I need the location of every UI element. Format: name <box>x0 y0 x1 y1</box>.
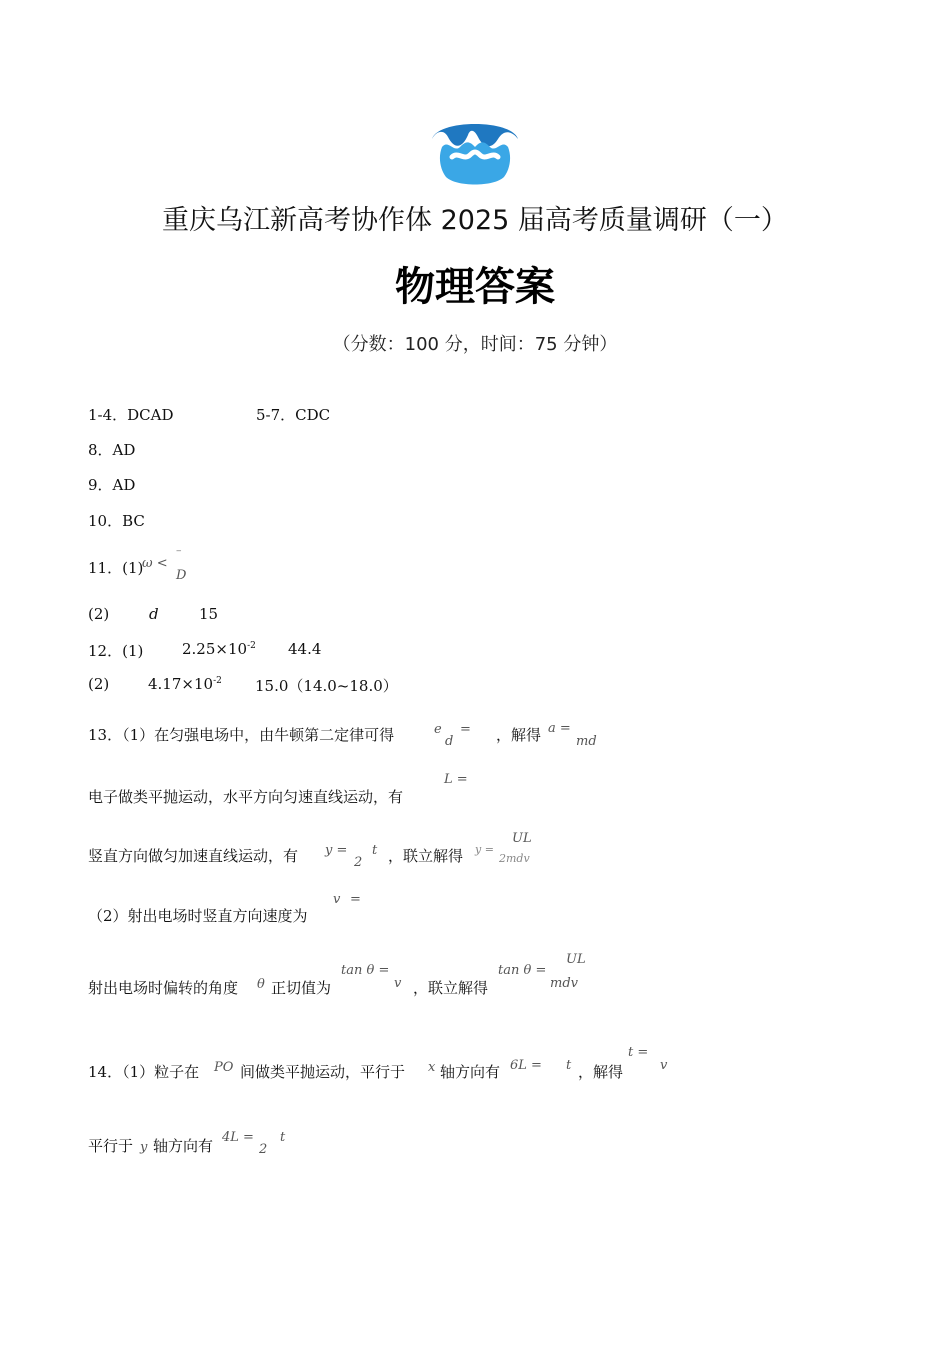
q13-line5-text-b: 正切值为 <box>271 979 332 997</box>
q14-line1-text-a: 14．（1）粒子在 <box>88 1063 200 1081</box>
q13-line1-math-d: d <box>445 734 454 749</box>
answer-11-2-b: 15 <box>199 605 219 623</box>
answer-5-7: 5-7．CDC <box>256 406 331 424</box>
exam-info: （分数：100 分，时间：75 分钟） <box>332 334 618 355</box>
answer-11-1-formula: ω < <box>142 556 168 571</box>
q14-line2-text-a: 平行于 <box>88 1137 134 1155</box>
q13-line1-math-eq: = <box>460 722 471 737</box>
q13-line3-math-2: 2 <box>354 855 363 870</box>
q14-line1-x: x <box>428 1060 436 1075</box>
q13-line5-math2: tan θ = <box>498 963 547 978</box>
q13-line3-math-2mdv: 2mdv <box>499 852 530 865</box>
q13-line3-math-ul: UL <box>512 831 532 846</box>
q14-line2-math-2: 2 <box>259 1142 268 1157</box>
answer-9: 9．AD <box>88 476 136 494</box>
answer-11-1-label: 11．(1) <box>88 559 144 577</box>
answer-11-2-a: d <box>149 605 159 623</box>
q13-line5-math2-ul: UL <box>566 952 586 967</box>
q13-line4-math-eq: = <box>350 892 361 907</box>
q13-line1-text: 13．（1）在匀强电场中，由牛顿第二定律可得 <box>88 726 395 744</box>
q13-line2-math: L = <box>444 772 468 787</box>
answer-8: 8．AD <box>88 441 136 459</box>
q14-line2-math-t: t <box>280 1130 286 1145</box>
answer-12-1-a: $2.25\times 10^{-2}$ <box>182 640 256 658</box>
q14-line1-po: PO <box>214 1060 234 1075</box>
q13-line4-text: （2）射出电场时竖直方向速度为 <box>88 907 308 925</box>
answer-12-2-a: $4.17\times 10^{-2}$ <box>148 675 222 693</box>
q14-line1-text-c: 轴方向有 <box>440 1063 501 1081</box>
q13-line3-text: 竖直方向做匀加速直线运动，有 <box>88 847 299 865</box>
q13-line3-math-t: t <box>372 843 378 858</box>
q14-line1-text-b: 间做类平抛运动，平行于 <box>240 1063 406 1081</box>
page-title: 重庆乌江新高考协作体 2025 届高考质量调研（一） <box>162 205 788 236</box>
q14-line1-math2-v: v <box>660 1058 668 1073</box>
q13-line4-math-v: v <box>333 892 341 907</box>
answer-12-2-label: (2) <box>88 675 110 693</box>
q14-line2-y: y <box>140 1140 148 1155</box>
answer-11-1-numerator: – <box>176 544 182 557</box>
subject-title: 物理答案 <box>395 264 555 310</box>
answer-12-2-b: 15.0（14.0~18.0） <box>255 677 398 695</box>
wujiang-wave-logo <box>428 113 522 189</box>
answer-12-1-b: 44.4 <box>288 640 322 658</box>
q13-line3-mid: ，联立解得 <box>388 847 464 865</box>
q14-line2-math: 4L = <box>222 1130 254 1145</box>
answer-11-1-denominator: D <box>176 568 187 583</box>
q13-line1-math-md: md <box>576 734 597 749</box>
answer-12-1-label: 12．(1) <box>88 642 144 660</box>
answer-11-2-label: (2) <box>88 605 110 623</box>
q13-line5-theta: θ <box>257 977 265 992</box>
q13-line1-mid: ，解得 <box>496 726 542 744</box>
q13-line2-text: 电子做类平抛运动，水平方向匀速直线运动，有 <box>88 788 404 806</box>
q13-line5-math1: tan θ = <box>341 963 390 978</box>
q14-line2-text-b: 轴方向有 <box>153 1137 214 1155</box>
answer-10: 10．BC <box>88 512 145 530</box>
q13-line5-text: 射出电场时偏转的角度 <box>88 979 239 997</box>
q14-line1-math2: t = <box>628 1045 649 1060</box>
q13-line3-math-y2: y = <box>475 843 494 856</box>
q13-line3-math-y: y = <box>325 843 348 858</box>
q14-line1-math1-t: t <box>566 1058 572 1073</box>
answer-1-4: 1-4．DCAD <box>88 406 174 424</box>
q13-line5-math2-mdv: mdv <box>550 976 578 991</box>
q13-line1-math-e: e <box>434 722 442 737</box>
q14-line1-text-d: ，解得 <box>578 1063 624 1081</box>
q14-line1-math1: 6L = <box>510 1058 542 1073</box>
q13-line1-math-a: a = <box>548 721 571 736</box>
q13-line5-math1-v: v <box>394 976 402 991</box>
q13-line5-mid: ，联立解得 <box>413 979 489 997</box>
